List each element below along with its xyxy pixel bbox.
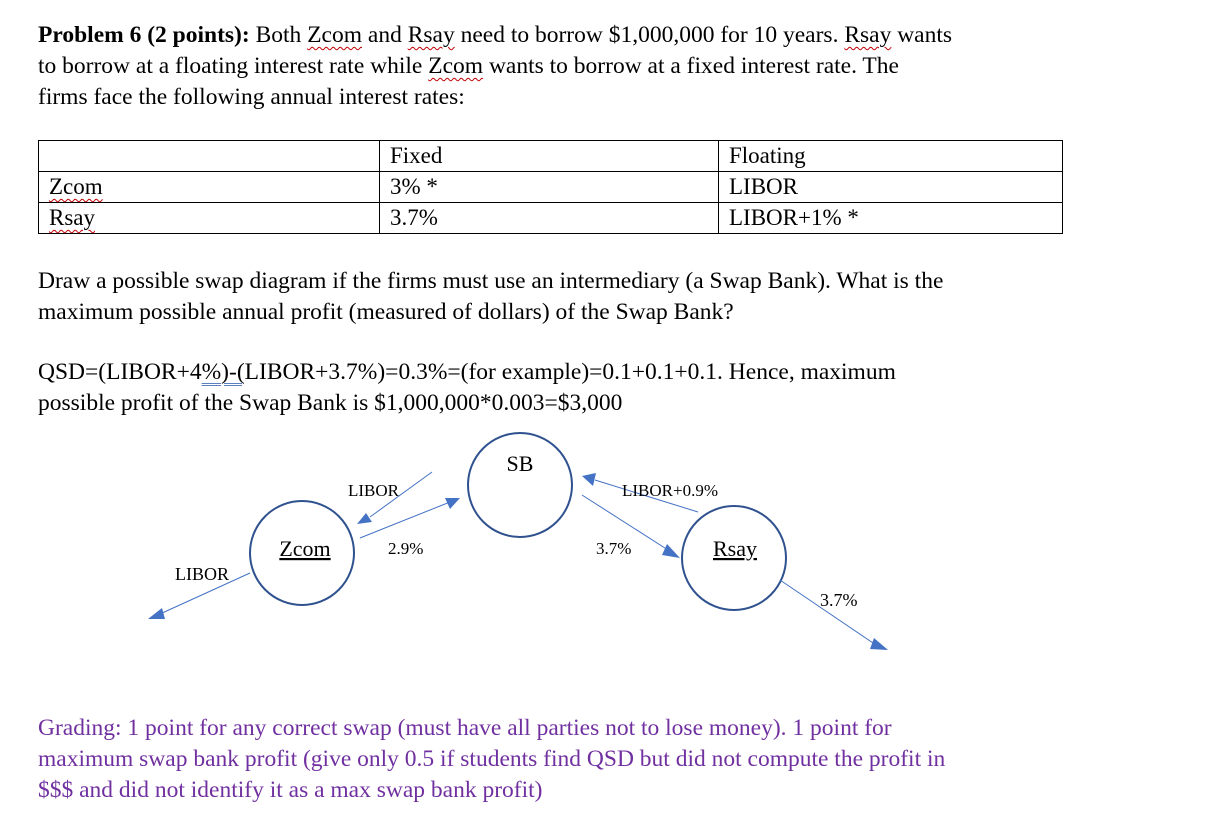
problem-line-1: Problem 6 (2 points): Both Zcom and Rsay need to borrow $1,000,000 for 10 years. Rsay wants: [38, 22, 953, 48]
label-sb-to-rsay: 3.7%: [596, 539, 632, 558]
arrow-head: [870, 638, 888, 650]
grading-line-1: Grading: 1 point for any correct swap (must have all parties not to lose money). 1 point for: [38, 715, 892, 741]
table-cell: 3.7%: [380, 203, 719, 234]
label-rsay-to-sb: LIBOR+0.9%: [622, 481, 718, 500]
problem-line-2: to borrow at a floating interest rate while Zcom wants to borrow at a fixed interest rate. The: [38, 53, 899, 79]
table-cell: LIBOR+1% *: [719, 203, 1063, 234]
arrow-zcom-to-sb: [360, 502, 450, 538]
problem-heading: Problem 6 (2 points):: [38, 22, 250, 48]
table-row: [39, 203, 1063, 234]
answer-line-1: QSD=(LIBOR+4%)-(LIBOR+3.7%)=0.3%=(for example)=0.1+0.1+0.1. Hence, maximum: [38, 359, 896, 385]
arrow-head: [357, 513, 372, 524]
label-zcom-to-sb: 2.9%: [388, 539, 424, 558]
swap-bank-label: SB: [506, 451, 534, 476]
swap-bank-circle: [468, 433, 572, 537]
arrow-head: [148, 608, 165, 619]
label-sb-to-zcom: LIBOR: [348, 481, 399, 500]
rsay-word: Rsay: [407, 22, 455, 48]
zcom-label: Zcom: [279, 536, 331, 561]
label-rsay-to-lender: 3.7%: [820, 590, 858, 610]
rsay-label: Rsay: [713, 536, 757, 561]
table-header-row: [39, 141, 1063, 172]
arrow-head: [662, 544, 680, 558]
table-cell: LIBOR: [719, 172, 1063, 203]
problem-line-3: firms face the following annual interest rates:: [38, 84, 465, 110]
table-cell-firm: Rsay: [49, 205, 95, 230]
table-header-fixed: Fixed: [380, 141, 719, 172]
table-header-floating: Floating: [719, 141, 1063, 172]
table-header-cell: [39, 141, 380, 172]
arrow-head: [582, 473, 596, 486]
zcom-word: Zcom: [307, 22, 363, 48]
grading-line-2: maximum swap bank profit (give only 0.5 if students find QSD but did not compute the profit in: [38, 746, 946, 772]
rsay-word: Rsay: [844, 22, 892, 48]
grading-line-3: $$$ and did not identify it as a max swap bank profit): [38, 777, 543, 803]
table-cell: 3% *: [380, 172, 719, 203]
table-row: [39, 172, 1063, 203]
question-line-1: Draw a possible swap diagram if the firms must use an intermediary (a Swap Bank). What is the: [38, 268, 944, 294]
table-cell-firm: Zcom: [49, 174, 103, 199]
label-zcom-to-lender: LIBOR: [175, 564, 229, 584]
answer-line-2: possible profit of the Swap Bank is $1,000,000*0.003=$3,000: [38, 390, 623, 416]
zcom-word: Zcom: [428, 53, 484, 79]
interest-rate-table: [38, 140, 1063, 234]
question-line-2: maximum possible annual profit (measured of dollars) of the Swap Bank?: [38, 299, 734, 325]
swap-diagram: [0, 420, 1214, 675]
